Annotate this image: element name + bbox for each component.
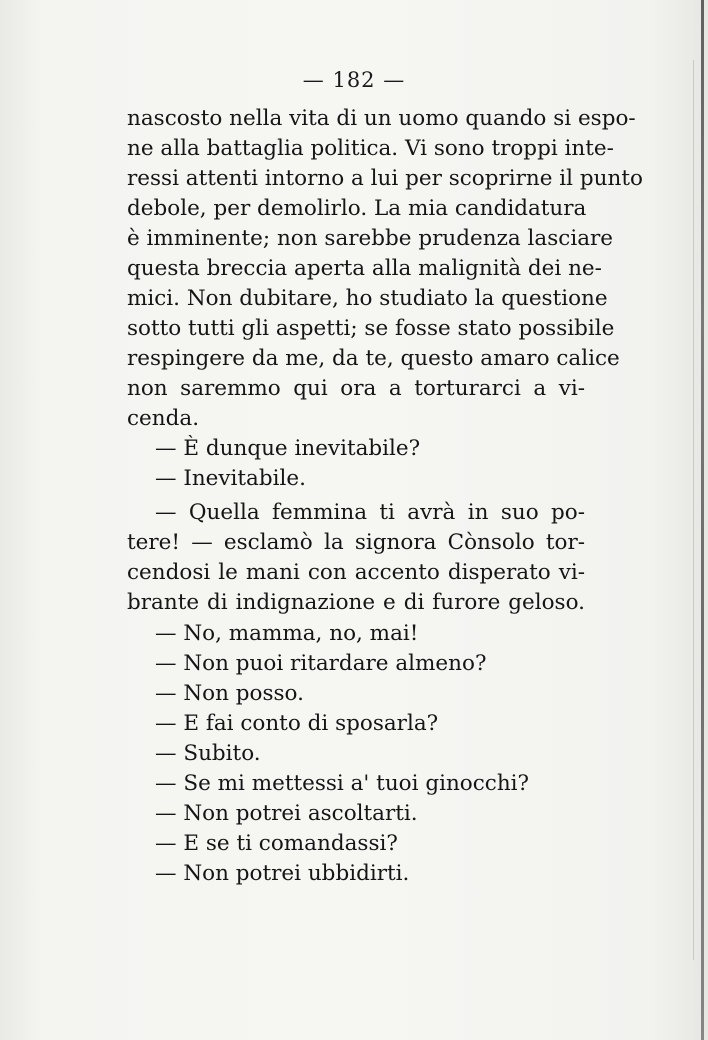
text-line: ressi attenti intorno a lui per scoprirne il punto [127, 166, 643, 191]
text-line: brante di indignazione e di furore geloso. [127, 590, 585, 615]
text-line: respingere da me, da te, questo amaro calice [127, 346, 620, 371]
page-edge-fold [693, 60, 694, 960]
text-line: cendosi le mani con accento disperato vi- [127, 560, 585, 585]
dialogue-line: — Subito. [155, 741, 261, 766]
text-line: cenda. [127, 406, 200, 431]
text-line: questa breccia aperta alla malignità dei ne- [127, 256, 602, 281]
dialogue-line: — È dunque inevitabile? [155, 436, 421, 461]
dialogue-line: — E se ti comandassi? [155, 831, 398, 856]
dialogue-line: — No, mamma, no, mai! [155, 621, 419, 646]
dialogue-line: — Inevitabile. [155, 466, 306, 491]
text-line: è imminente; non sarebbe prudenza lasciare [127, 226, 614, 251]
text-line: sotto tutti gli aspetti; se fosse stato possibile [127, 316, 615, 341]
page-edge-shadow [701, 0, 704, 1040]
text-line: ne alla battaglia politica. Vi sono troppi inte- [127, 136, 614, 161]
text-line: mici. Non dubitare, ho studiato la questione [127, 286, 608, 311]
dialogue-line: — Non potrei ascoltarti. [155, 801, 418, 826]
dialogue-line: — Non posso. [155, 681, 304, 706]
dialogue-line: — Non potrei ubbidirti. [155, 861, 410, 886]
text-line: tere! — esclamò la signora Cònsolo tor- [127, 530, 585, 555]
text-line: nascosto nella vita di un uomo quando si espo- [127, 106, 636, 131]
text-line: non saremmo qui ora a torturarci a vi- [127, 376, 585, 401]
dialogue-line: — Non puoi ritardare almeno? [155, 651, 487, 676]
text-line: debole, per demolirlo. La mia candidatura [127, 196, 587, 221]
dialogue-line: — E fai conto di sposarla? [155, 711, 439, 736]
page-number: — 182 — [302, 68, 406, 92]
dialogue-line: — Quella femmina ti avrà in suo po- [155, 500, 585, 525]
dialogue-line: — Se mi mettessi a' tuoi ginocchi? [155, 771, 530, 796]
